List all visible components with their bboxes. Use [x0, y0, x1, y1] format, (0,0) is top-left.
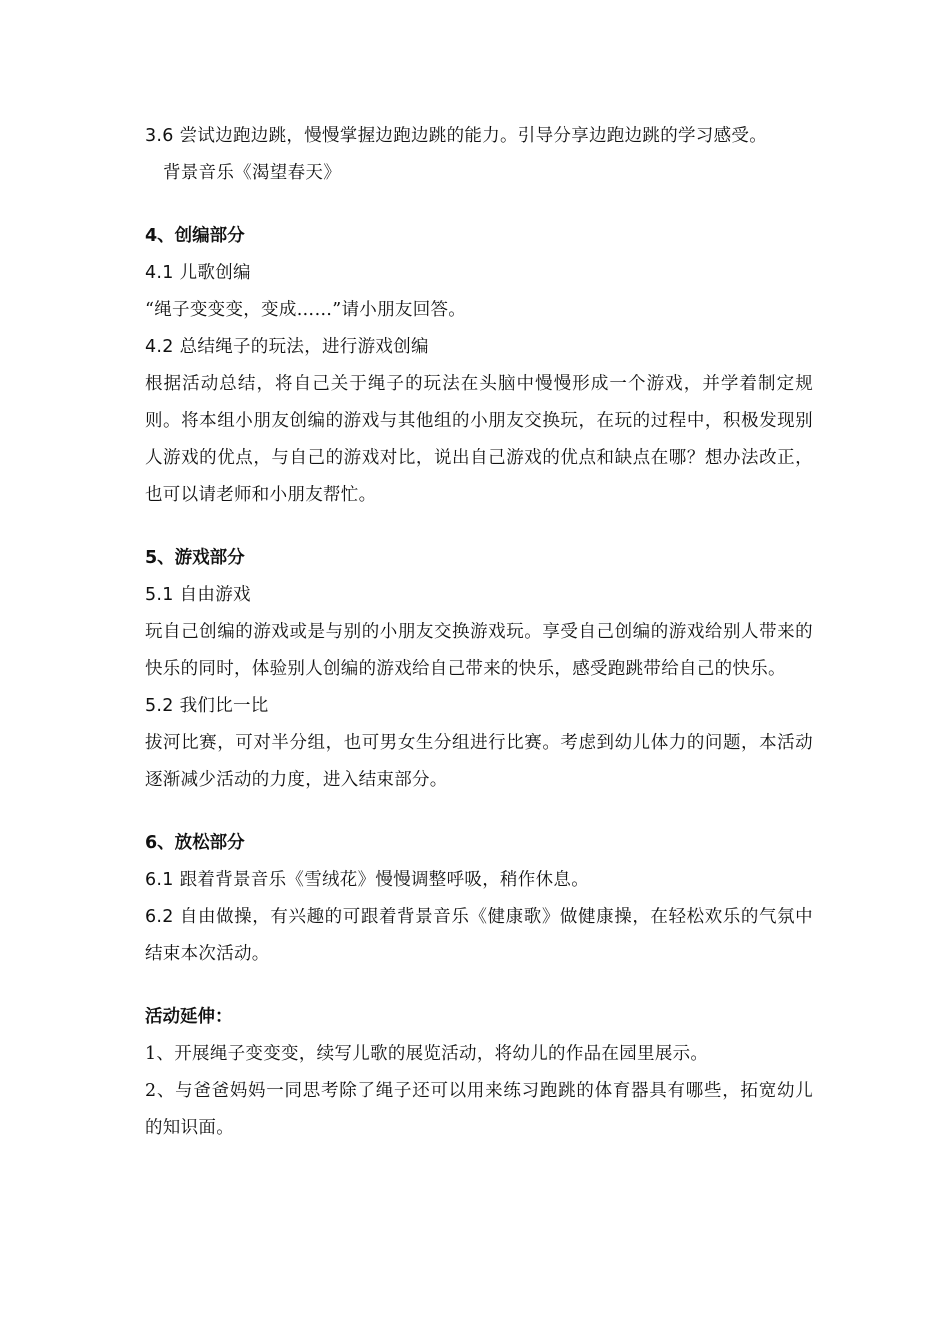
extension-item-1: 1、开展绳子变变变，续写儿歌的展览活动，将幼儿的作品在园里展示。 [145, 1044, 709, 1064]
extension-item-2: 2、与爸爸妈妈一同思考除了绳子还可以用来练习跑跳的体育器具有哪些，拓宽幼儿的知识面。 [145, 1081, 813, 1138]
spacer [145, 973, 813, 999]
section-number: 6.1 [145, 870, 174, 890]
paragraph-text: 我们比一比 [173, 696, 269, 716]
paragraph-text: 跟着背景音乐《雪绒花》慢慢调整呼吸，稍作休息。 [173, 870, 589, 890]
document-page [145, 118, 813, 1147]
section-number: 5.1 [145, 585, 174, 605]
heading-section-6: 6、放松部分 [145, 833, 245, 853]
spacer [145, 799, 813, 825]
paragraph-5-2 [145, 688, 813, 725]
section-number: 3.6 [145, 126, 174, 146]
paragraph-text: 总结绳子的玩法，进行游戏创编 [173, 337, 429, 357]
spacer [145, 192, 813, 218]
paragraph-text: 自由游戏 [173, 585, 251, 605]
section-number: 4.1 [145, 263, 174, 283]
paragraph-3-6-music: 背景音乐《渴望春天》 [163, 163, 341, 183]
heading-section-5: 5、游戏部分 [145, 548, 245, 568]
paragraph-6-1 [145, 862, 813, 899]
section-number: 4.2 [145, 337, 174, 357]
paragraph-4-1 [145, 255, 813, 292]
paragraph-text: 儿歌创编 [173, 263, 251, 283]
section-number: 5.2 [145, 696, 174, 716]
heading-section-4: 4、创编部分 [145, 226, 245, 246]
paragraph-6-2 [145, 899, 813, 973]
paragraph-4-2 [145, 329, 813, 366]
paragraph-4-2-body: 根据活动总结，将自己关于绳子的玩法在头脑中慢慢形成一个游戏，并学着制定规则。将本组小朋友创编的游戏与其他组的小朋友交换玩，在玩的过程中，积极发现别人游戏的优点，与自己的游戏对比，说出自己游戏的优点和缺点在哪？想办法改正，也可以请老师和小朋友帮忙。 [145, 374, 813, 505]
spacer [145, 514, 813, 540]
paragraph-3-6 [145, 118, 813, 155]
paragraph-text: 自由做操，有兴趣的可跟着背景音乐《健康歌》做健康操，在轻松欢乐的气氛中结束本次活动。 [145, 907, 813, 964]
section-number: 6.2 [145, 907, 174, 927]
paragraph-5-2-body: 拔河比赛，可对半分组，也可男女生分组进行比赛。考虑到幼儿体力的问题，本活动逐渐减少活动的力度，进入结束部分。 [145, 733, 813, 790]
paragraph-5-1 [145, 577, 813, 614]
heading-activity-extension: 活动延伸： [145, 1007, 233, 1027]
paragraph-4-1-body: “绳子变变变，变成……”请小朋友回答。 [145, 300, 467, 320]
paragraph-5-1-body: 玩自己创编的游戏或是与别的小朋友交换游戏玩。享受自己创编的游戏给别人带来的快乐的同时，体验别人创编的游戏给自己带来的快乐，感受跑跳带给自己的快乐。 [145, 622, 813, 679]
paragraph-text: 尝试边跑边跳，慢慢掌握边跑边跳的能力。引导分享边跑边跳的学习感受。 [173, 126, 767, 146]
